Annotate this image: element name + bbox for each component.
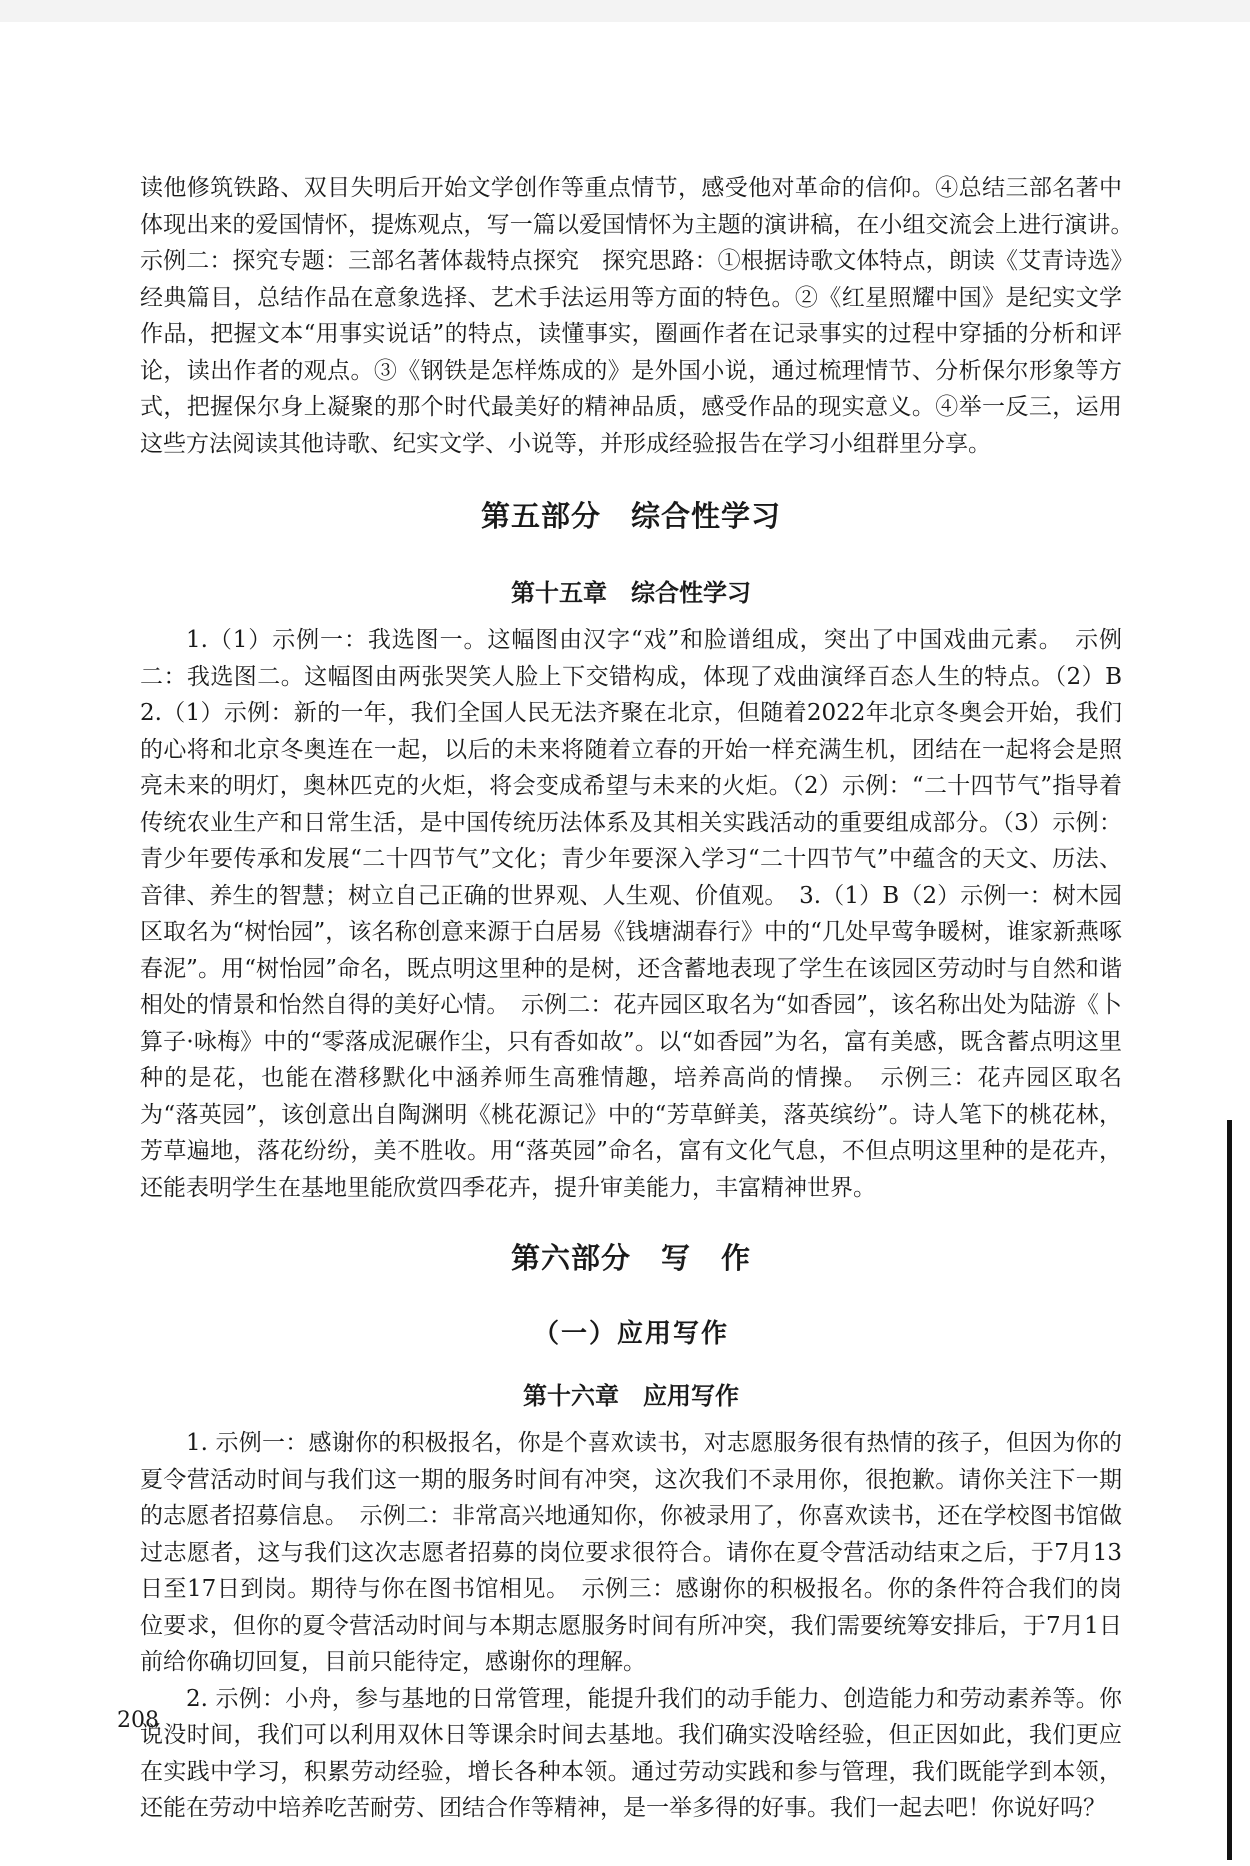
- chapter-sixteen-title: 第十六章 应用写作: [523, 1382, 739, 1410]
- scan-edge-line: [1227, 1120, 1232, 1860]
- page-content: [140, 170, 1145, 1827]
- chapter-sixteen-paragraph-2: 2. 示例：小舟，参与基地的日常管理，能提升我们的动手能力、创造能力和劳动素养等。你说没时间，我们可以利用双休日等课余时间去基地。我们确实没啥经验，但正因如此，我们更应在实践中学习，积累劳动经验，增长各种本领。通过劳动实践和参与管理，我们既能学到本领，还能在劳动中培养吃苦耐劳、团结合作等精神，是一举多得的好事。我们一起去吧！你说好吗？: [140, 1685, 1122, 1821]
- chapter-fifteen-paragraph: 1.（1）示例一：我选图一。这幅图由汉字“戏”和脸谱组成，突出了中国戏曲元素。 示例二：我选图二。这幅图由两张哭笑人脸上下交错构成，体现了戏曲演绎百态人生的特点。（2）B 2.（1）示例：新的一年，我们全国人民无法齐聚在北京，但随着2022年北京冬奥会开始，我们的心将和北京冬奥连在一起，以后的未来将随着立春的开始一样充满生机，团结在一起将会是照亮未来的明灯，奥林匹克的火炬，将会变成希望与未来的火炬。（2）示例：“二十四节气”指导着传统农业生产和日常生活，是中国传统历法体系及其相关实践活动的重要组成部分。（3）示例：青少年要传承和发展“二十四节气”文化；青少年要深入学习“二十四节气”中蕴含的天文、历法、音律、养生的智慧；树立自己正确的世界观、人生观、价值观。 3.（1）B（2）示例一：树木园区取名为“树怡园”，该名称创意来源于白居易《钱塘湖春行》中的“几处早莺争暖树，谁家新燕啄春泥”。用“树怡园”命名，既点明这里种的是树，还含蓄地表现了学生在该园区劳动时与自然和谐相处的情景和怡然自得的美好心情。 示例二：花卉园区取名为“如香园”，该名称出处为陆游《卜算子·咏梅》中的“零落成泥碾作尘，只有香如故”。以“如香园”为名，富有美感，既含蓄点明这里种的是花，也能在潜移默化中涵养师生高雅情趣，培养高尚的情操。 示例三：花卉园区取名为“落英园”，该创意出自陶渊明《桃花源记》中的“芳草鲜美，落英缤纷”。诗人笔下的桃花林，芳草遍地，落花纷纷，美不胜收。用“落英园”命名，富有文化气息，不但点明这里种的是花卉，还能表明学生在基地里能欣赏四季花卉，提升审美能力，丰富精神世界。: [140, 627, 1145, 1201]
- scan-top-band: [0, 0, 1250, 22]
- page-number: 208: [117, 1708, 159, 1733]
- section-applied-writing-title: （一）应用写作: [532, 1319, 729, 1349]
- chapter-fifteen-title: 第十五章 综合性学习: [511, 579, 751, 607]
- part-five-title: 第五部分 综合性学习: [480, 499, 781, 533]
- intro-paragraph: 读他修筑铁路、双目失明后开始文学创作等重点情节，感受他对革命的信仰。④总结三部名著中体现出来的爱国情怀，提炼观点，写一篇以爱国情怀为主题的演讲稿，在小组交流会上进行演讲。 示例二：探究专题：三部名著体裁特点探究 探究思路：①根据诗歌文体特点，朗读《艾青诗选》经典篇目，总结作品在意象选择、艺术手法运用等方面的特色。②《红星照耀中国》是纪实文学作品，把握文本“用事实说话”的特点，读懂事实，圈画作者在记录事实的过程中穿插的分析和评论，读出作者的观点。③《钢铁是怎样炼成的》是外国小说，通过梳理情节、分析保尔形象等方式，把握保尔身上凝聚的那个时代最美好的精神品质，感受作品的现实意义。④举一反三，运用这些方法阅读其他诗歌、纪实文学、小说等，并形成经验报告在学习小组群里分享。: [140, 175, 1145, 457]
- part-six-title: 第六部分 写 作: [510, 1241, 751, 1275]
- chapter-sixteen-paragraph-1: 1. 示例一：感谢你的积极报名，你是个喜欢读书，对志愿服务很有热情的孩子，但因为你的夏令营活动时间与我们这一期的服务时间有冲突，这次我们不录用你，很抱歉。请你关注下一期的志愿者招募信息。 示例二：非常高兴地通知你，你被录用了，你喜欢读书，还在学校图书馆做过志愿者，这与我们这次志愿者招募的岗位要求很符合。请你在夏令营活动结束之后，于7月13日至17日到岗。期待与你在图书馆相见。 示例三：感谢你的积极报名。你的条件符合我们的岗位要求，但你的夏令营活动时间与本期志愿服务时间有所冲突，我们需要统筹安排后，于7月1日前给你确切回复，目前只能待定，感谢你的理解。: [140, 1430, 1122, 1675]
